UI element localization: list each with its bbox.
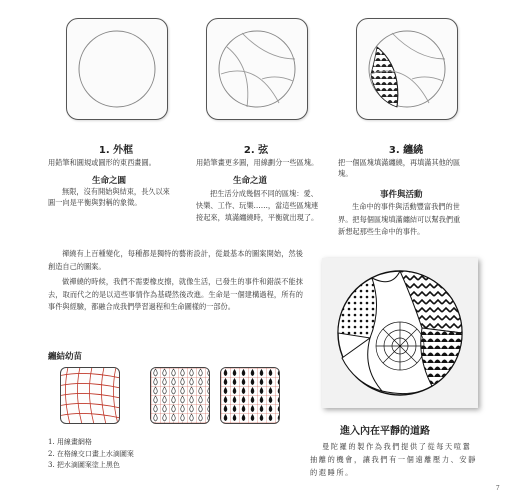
caption-text: 曼陀羅的製作為我們提供了從每天喧囂抽離的機會，讓我們有一個遠離壓力、安靜的遐睡所。 [310,442,477,477]
step-3-desc: 把一個區塊填滿纏繞，再填滿其他的區塊。 [338,158,461,178]
string-lines-icon [207,19,307,119]
grid-lines-icon [61,368,119,423]
step-2-tile [206,18,308,120]
life-circle-text: 無限，沒有開始與結束，長久以來圓一向是平衡與對稱的象徵。 [48,187,170,207]
drops-icon [151,368,209,423]
seedling-title: 纏結幼苗 [48,352,83,362]
intro-paragraph: 禪繞有上百種變化，每種都是獨特的藝術設計，從最基本的圖案開始，然後創造自己的圖案。 [48,249,303,271]
filled-drops-icon [221,368,279,423]
step-1-desc: 用鉛筆和圓規或圓形的東西畫圓。 [48,158,156,167]
step-1-title: 1. 外框 [98,145,134,156]
tangle-fill-icon [357,19,457,119]
caption-title: 進入內在平靜的道路 [340,426,430,437]
list-item: 2. 在格線交口畫上水滴圖案 [48,449,134,458]
life-path-title: 生命之道 [233,176,268,186]
step-3-title: 3. 纏繞 [388,145,424,156]
seedling-grid-tile [60,367,120,424]
seedling-drops-tile [150,367,210,424]
practice-paragraph: 做禪繞的時候，我們不需要橡皮擦，就像生活，已發生的事件和錯誤不能抹去，取而代之的是以這些事情作為基礎然後改進。生命是一個建構過程，所有的事件與經驗，都融合成我們學習過程和生命圖樣的一部份。 [48,277,303,311]
life-path-text: 把生活分成幾個不同的區塊：愛、快樂、工作、玩樂……，當這些區塊連接起來，填滿纏繞時，平衡就出現了。 [196,189,319,222]
step-2-desc: 用鉛筆畫更多圓，用線劃分一些區塊。 [196,158,319,167]
page-number: 7 [496,484,500,492]
step-2-title: 2. 弦 [243,145,269,156]
events-title: 事件與活動 [380,190,423,200]
step-1-tile [66,18,168,120]
mandala-photo [322,258,478,408]
life-circle-title: 生命之圓 [92,176,127,186]
list-item: 3. 把水滴圖案塗上黑色 [48,461,120,469]
seedling-steps [48,437,248,472]
events-text: 生命中的事件與活動豐富我們的世界。把每個區塊填滿纏結可以幫我們重新想起那些生命中的事件。 [338,202,461,236]
list-item: 1. 用線畫網格 [48,438,92,446]
mandala-icon [322,258,478,408]
circle-frame-icon [67,19,167,119]
step-3-tile [356,18,458,120]
seedling-filled-tile [220,367,280,424]
